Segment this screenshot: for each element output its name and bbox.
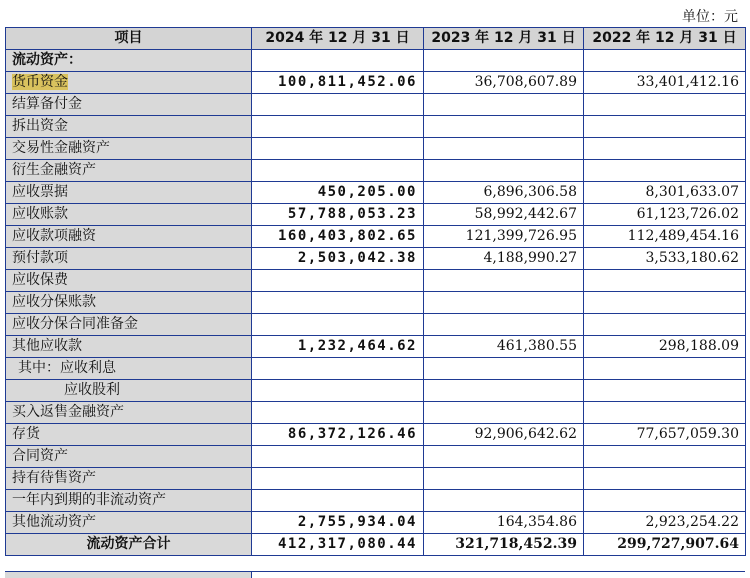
- row-label-text: 合同资产: [12, 448, 68, 464]
- table-row: [6, 468, 746, 490]
- value-cell-2024: [252, 50, 424, 72]
- value-cell-2024: 412,317,080.44: [252, 534, 424, 556]
- value-cell-2023: [424, 380, 584, 402]
- row-label: [6, 314, 252, 336]
- value-cell-2024: [252, 314, 424, 336]
- value-cell-2022: [584, 116, 746, 138]
- value-cell-2024: [252, 138, 424, 160]
- table-row: [6, 490, 746, 512]
- value-cell-2023: 36,708,607.89: [424, 72, 584, 94]
- row-label-text: 应收票据: [12, 184, 68, 200]
- row-label: [6, 226, 252, 248]
- value-cell-2024: [252, 446, 424, 468]
- value-cell-2022: 3,533,180.62: [584, 248, 746, 270]
- row-label: [6, 534, 252, 556]
- row-label-text: 其他流动资产: [12, 514, 96, 530]
- header-2022: 2022 年 12 月 31 日: [584, 28, 746, 50]
- value-cell-2024: [252, 270, 424, 292]
- value-cell-2022: [584, 270, 746, 292]
- value-cell-2022: [584, 490, 746, 512]
- row-label-text: 一年内到期的非流动资产: [12, 492, 166, 508]
- value-cell-2022: 77,657,059.30: [584, 424, 746, 446]
- table-row: [6, 248, 746, 270]
- table-row: [6, 50, 746, 72]
- value-cell-2022: [584, 314, 746, 336]
- table-row: [6, 160, 746, 182]
- value-cell-2024: [252, 402, 424, 424]
- row-label-text: 结算备付金: [12, 96, 82, 112]
- value-cell-2022: 112,489,454.16: [584, 226, 746, 248]
- row-label-text: 应收账款: [12, 206, 68, 222]
- row-label-text: 其中：应收利息: [18, 360, 116, 376]
- table-row: [6, 336, 746, 358]
- value-cell-2023: [424, 358, 584, 380]
- value-cell-2024: 2,755,934.04: [252, 512, 424, 534]
- value-cell-2023: 6,896,306.58: [424, 182, 584, 204]
- value-cell-2022: 8,301,633.07: [584, 182, 746, 204]
- table-row: [6, 270, 746, 292]
- value-cell-2023: [424, 446, 584, 468]
- row-label-text: 持有待售资产: [12, 470, 96, 486]
- value-cell-2024: [252, 380, 424, 402]
- value-cell-2024: [252, 490, 424, 512]
- row-label: [6, 358, 252, 380]
- row-label: [6, 446, 252, 468]
- value-cell-2024: 100,811,452.06: [252, 72, 424, 94]
- row-label-text: 交易性金融资产: [12, 140, 110, 156]
- row-label-text: 应收保费: [12, 272, 68, 288]
- row-label: [6, 468, 252, 490]
- value-cell-2023: [424, 138, 584, 160]
- value-cell-2024: [252, 116, 424, 138]
- value-cell-2022: [584, 160, 746, 182]
- header-2023: 2023 年 12 月 31 日: [424, 28, 584, 50]
- table-header-row: [6, 28, 746, 50]
- value-cell-2023: [424, 94, 584, 116]
- table-row: [6, 138, 746, 160]
- table-row: [6, 446, 746, 468]
- row-label-text: 买入返售金融资产: [12, 404, 124, 420]
- row-label: [6, 336, 252, 358]
- value-cell-2024: [252, 468, 424, 490]
- table-row: [6, 534, 746, 556]
- row-label-text: 应收款项融资: [12, 228, 96, 244]
- row-label: [6, 72, 252, 94]
- value-cell-2022: [584, 292, 746, 314]
- row-label-text: 预付款项: [12, 250, 68, 266]
- row-label: [6, 116, 252, 138]
- value-cell-2023: [424, 314, 584, 336]
- value-cell-2023: 164,354.86: [424, 512, 584, 534]
- table-row: [6, 358, 746, 380]
- value-cell-2022: 2,923,254.22: [584, 512, 746, 534]
- value-cell-2023: [424, 160, 584, 182]
- table-row: [6, 424, 746, 446]
- table-row: [6, 94, 746, 116]
- row-label-text: 衍生金融资产: [12, 162, 96, 178]
- value-cell-2023: [424, 292, 584, 314]
- table-row: [6, 226, 746, 248]
- value-cell-2022: [584, 380, 746, 402]
- row-label-text: 应收分保账款: [12, 294, 96, 310]
- value-cell-2023: 58,992,442.67: [424, 204, 584, 226]
- row-label: [6, 292, 252, 314]
- row-label-text: 其他应收款: [12, 338, 82, 354]
- row-label-text: 流动资产：: [12, 52, 82, 68]
- value-cell-2022: [584, 50, 746, 72]
- row-label: [6, 94, 252, 116]
- value-cell-2022: [584, 446, 746, 468]
- row-label-text: 应收分保合同准备金: [12, 316, 138, 332]
- value-cell-2022: 298,188.09: [584, 336, 746, 358]
- value-cell-2022: [584, 358, 746, 380]
- value-cell-2024: 1,232,464.62: [252, 336, 424, 358]
- row-label: [6, 380, 252, 402]
- value-cell-2023: 4,188,990.27: [424, 248, 584, 270]
- row-label: [6, 402, 252, 424]
- row-label-text: 存货: [12, 426, 40, 442]
- row-label: [6, 138, 252, 160]
- value-cell-2023: [424, 490, 584, 512]
- row-label: [6, 160, 252, 182]
- value-cell-2024: 160,403,802.65: [252, 226, 424, 248]
- value-cell-2022: [584, 402, 746, 424]
- row-label-text: 应收股利: [64, 382, 120, 398]
- table-row: [6, 182, 746, 204]
- row-label: [6, 182, 252, 204]
- value-cell-2024: [252, 94, 424, 116]
- value-cell-2023: 461,380.55: [424, 336, 584, 358]
- value-cell-2023: 321,718,452.39: [424, 534, 584, 556]
- table-row: [6, 292, 746, 314]
- row-label: [6, 490, 252, 512]
- unit-label: 单位：元: [682, 9, 738, 25]
- value-cell-2023: [424, 270, 584, 292]
- table-row: [6, 204, 746, 226]
- value-cell-2023: 121,399,726.95: [424, 226, 584, 248]
- value-cell-2022: 61,123,726.02: [584, 204, 746, 226]
- table-row: [6, 402, 746, 424]
- value-cell-2023: [424, 468, 584, 490]
- value-cell-2022: 33,401,412.16: [584, 72, 746, 94]
- header-2024: 2024 年 12 月 31 日: [252, 28, 424, 50]
- value-cell-2024: 86,372,126.46: [252, 424, 424, 446]
- value-cell-2023: [424, 116, 584, 138]
- row-label-text: 流动资产合计: [86, 536, 171, 552]
- value-cell-2024: 450,205.00: [252, 182, 424, 204]
- row-label: [6, 204, 252, 226]
- row-label: [6, 512, 252, 534]
- value-cell-2024: [252, 358, 424, 380]
- value-cell-2022: 299,727,907.64: [584, 534, 746, 556]
- header-item: 项目: [6, 28, 252, 50]
- row-label: [6, 424, 252, 446]
- value-cell-2024: [252, 292, 424, 314]
- table-row: [6, 116, 746, 138]
- row-label: [6, 270, 252, 292]
- value-cell-2024: 57,788,053.23: [252, 204, 424, 226]
- value-cell-2022: [584, 468, 746, 490]
- table-row: [6, 512, 746, 534]
- balance-sheet-table: [5, 27, 746, 556]
- value-cell-2023: [424, 50, 584, 72]
- value-cell-2024: [252, 160, 424, 182]
- value-cell-2023: [424, 402, 584, 424]
- table-row: [6, 72, 746, 94]
- value-cell-2024: 2,503,042.38: [252, 248, 424, 270]
- table-row: [6, 380, 746, 402]
- table-row: [6, 314, 746, 336]
- row-label: [6, 50, 252, 72]
- row-label-text: 拆出资金: [12, 118, 68, 134]
- row-label-text: 货币资金: [12, 74, 68, 90]
- value-cell-2022: [584, 138, 746, 160]
- row-label: [6, 248, 252, 270]
- value-cell-2022: [584, 94, 746, 116]
- value-cell-2023: 92,906,642.62: [424, 424, 584, 446]
